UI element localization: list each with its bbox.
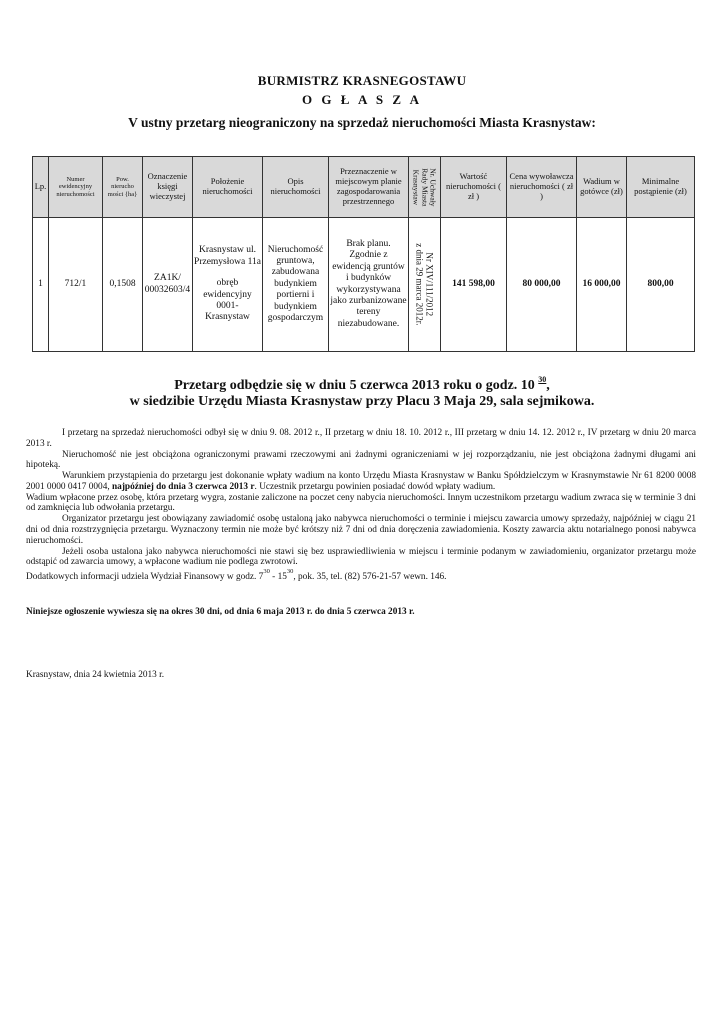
- cell-numer: 712/1: [49, 218, 103, 352]
- place-date: Krasnystaw, dnia 24 kwietnia 2013 r.: [26, 670, 165, 680]
- cell-wartosc: 141 598,00: [441, 218, 507, 352]
- header-uchwala-line1: Nr. Uchwały: [428, 167, 438, 207]
- cell-polozenie-obreb: obręb ewidencyjny 0001- Krasnystaw: [203, 278, 252, 323]
- info-hours-end-minutes: 30: [286, 568, 294, 576]
- cell-uchwala: [409, 218, 441, 352]
- header-cena: Cena wywoławcza nieruchomości ( zł ): [507, 157, 577, 218]
- cell-cena: 80 000,00: [507, 218, 577, 352]
- cell-przeznaczenie: Brak planu. Zgodnie z ewidencją gruntów i budynków wykorzystywana jako zurbanizowane tereny niezabudowane.: [329, 218, 409, 352]
- info-text: Dodatkowych informacji udziela Wydział Finansowy w godz. 7: [26, 572, 264, 583]
- header-postapienie: Minimalne postąpienie (zł): [627, 157, 695, 218]
- announces-heading: O G Ł A S Z A: [302, 92, 422, 107]
- property-table: [32, 156, 695, 352]
- paragraph-deposit: [26, 471, 696, 493]
- meeting-place: w siedzibie Urzędu Miasta Krasnystaw przy Placu 3 Maja 29, sala sejmikowa.: [129, 394, 595, 409]
- paragraph-no-show: Jeżeli osoba ustalona jako nabywca nieruchomości nie stawi się bez usprawiedliwienia w miejscu i terminie podanym w zawiadomieniu, organizator przetargu może odstąpić od zawarcia umowy, a wpłacone wadium nie podlega zwrotowi.: [26, 546, 696, 568]
- header-przeznaczenie: Przeznaczenie w miejscowym planie zagospodarowania przestrzennego: [329, 157, 409, 218]
- header-uchwala-line3: Krasnystaw: [412, 169, 422, 205]
- cell-uchwala-date: z dnia 29 marca 2012r.: [414, 243, 425, 326]
- cell-wadium: 16 000,00: [577, 218, 627, 352]
- meeting-date: [0, 375, 724, 394]
- paragraph-organizer: Organizator przetargu jest obowiązany zawiadomić osobę ustaloną jako nabywca nieruchomości o terminie i miejscu zawarcia umowy sprzedaży, najpóźniej w ciągu 21 dni od dnia rozstrzygnięcia przetargu. Wyznaczony termin nie może być krótszy niż 7 dni od dnia doręczenia zawiadomienia. Koszty zawarcia aktu notarialnego ponosi nabywca nieruchomości.: [26, 514, 696, 546]
- meeting-date-text: Przetarg odbędzie się w dniu 5 czerwca 2013 roku o godz. 10: [174, 378, 535, 393]
- document-title: BURMISTRZ KRASNEGOSTAWU: [257, 73, 467, 88]
- header-wadium: Wadium w gotówce (zł): [577, 157, 627, 218]
- header-uchwala: [409, 157, 441, 218]
- cell-pow: 0,1508: [103, 218, 143, 352]
- auction-subtitle: V ustny przetarg nieograniczony na sprzedaż nieruchomości Miasta Krasnystaw:: [128, 115, 596, 130]
- paragraph-deposit-return: Wadium wpłacone przez osobę, która przetarg wygra, zostanie zaliczone na poczet ceny nabycia nieruchomości. Innym uczestnikom przetargu wadium zwraca się w terminie 3 dni od zamknięcia lub odwołania przetargu.: [26, 492, 696, 514]
- meeting-date-end: ,: [546, 378, 550, 393]
- header-pow: Pow. nierucho mości {ha}: [103, 157, 143, 218]
- header-polozenie: Położenie nieruchomości: [193, 157, 263, 218]
- header-uchwala-line2: Rady Miasta: [420, 167, 430, 207]
- header-ksiega: Oznaczenie księgi wieczystej: [143, 157, 193, 218]
- cell-lp: 1: [33, 218, 49, 352]
- cell-polozenie: [193, 218, 263, 352]
- header-wartosc: Wartość nieruchomości ( zł ): [441, 157, 507, 218]
- table-row: [33, 218, 695, 352]
- posting-notice: Niniejsze ogłoszenie wywiesza się na okres 30 dni, od dnia 6 maja 2013 r. do dnia 5 czerwca 2013 r.: [26, 607, 415, 617]
- deposit-text: Warunkiem przystąpienia do przetargu jest dokonanie wpłaty wadium na konto Urzędu Miasta Krasnystaw w Banku Spółdzielczym w Krasnymstawie Nr 61 8200 0008 2001 0000 0417 0004,: [26, 471, 696, 492]
- info-contact: , pok. 35, tel. (82) 576-21-57 wewn. 146.: [293, 572, 447, 583]
- header-opis: Opis nieruchomości: [263, 157, 329, 218]
- paragraph-info: [26, 568, 696, 583]
- table-header-row: [33, 157, 695, 218]
- deposit-deadline: najpóźniej do dnia 3 czerwca 2013 r: [112, 481, 255, 492]
- info-hours-end: - 15: [269, 572, 287, 583]
- cell-postapienie: 800,00: [627, 218, 695, 352]
- paragraph-encumbrances: Nieruchomość nie jest obciążona ograniczonymi prawami rzeczowymi ani żadnymi ograniczeniami w jej rozporządzaniu, nie jest obciążona żadnymi długami ani hipoteką.: [26, 449, 696, 471]
- announcement-body: [26, 428, 696, 583]
- cell-opis: Nieruchomość gruntowa, zabudowana budynkiem portierni i budynkiem gospodarczym: [263, 218, 329, 352]
- cell-polozenie-address: Krasnystaw ul. Przemysłowa 11a: [194, 245, 261, 267]
- paragraph-previous-auctions: I przetarg na sprzedaż nieruchomości odbył się w dniu 9. 08. 2012 r., II przetarg w dniu 18. 10. 2012 r., III przetarg w dniu 14. 12. 2012 r., IV przetarg w dniu 20 marca 2013 r.: [26, 428, 696, 449]
- cell-ksiega: ZA1K/ 00032603/4: [143, 218, 193, 352]
- header-lp: Lp.: [33, 157, 49, 218]
- header-numer: Numer ewidencyjny nieruchomości: [49, 157, 103, 218]
- cell-uchwala-number: Nr XIV/111/2012: [424, 252, 435, 317]
- info-hours-start-minutes: 30: [263, 568, 270, 576]
- deposit-text-end: . Uczestnik przetargu powinien posiadać dowód wpłaty wadium.: [254, 481, 496, 492]
- meeting-time-minutes: 30: [538, 375, 547, 384]
